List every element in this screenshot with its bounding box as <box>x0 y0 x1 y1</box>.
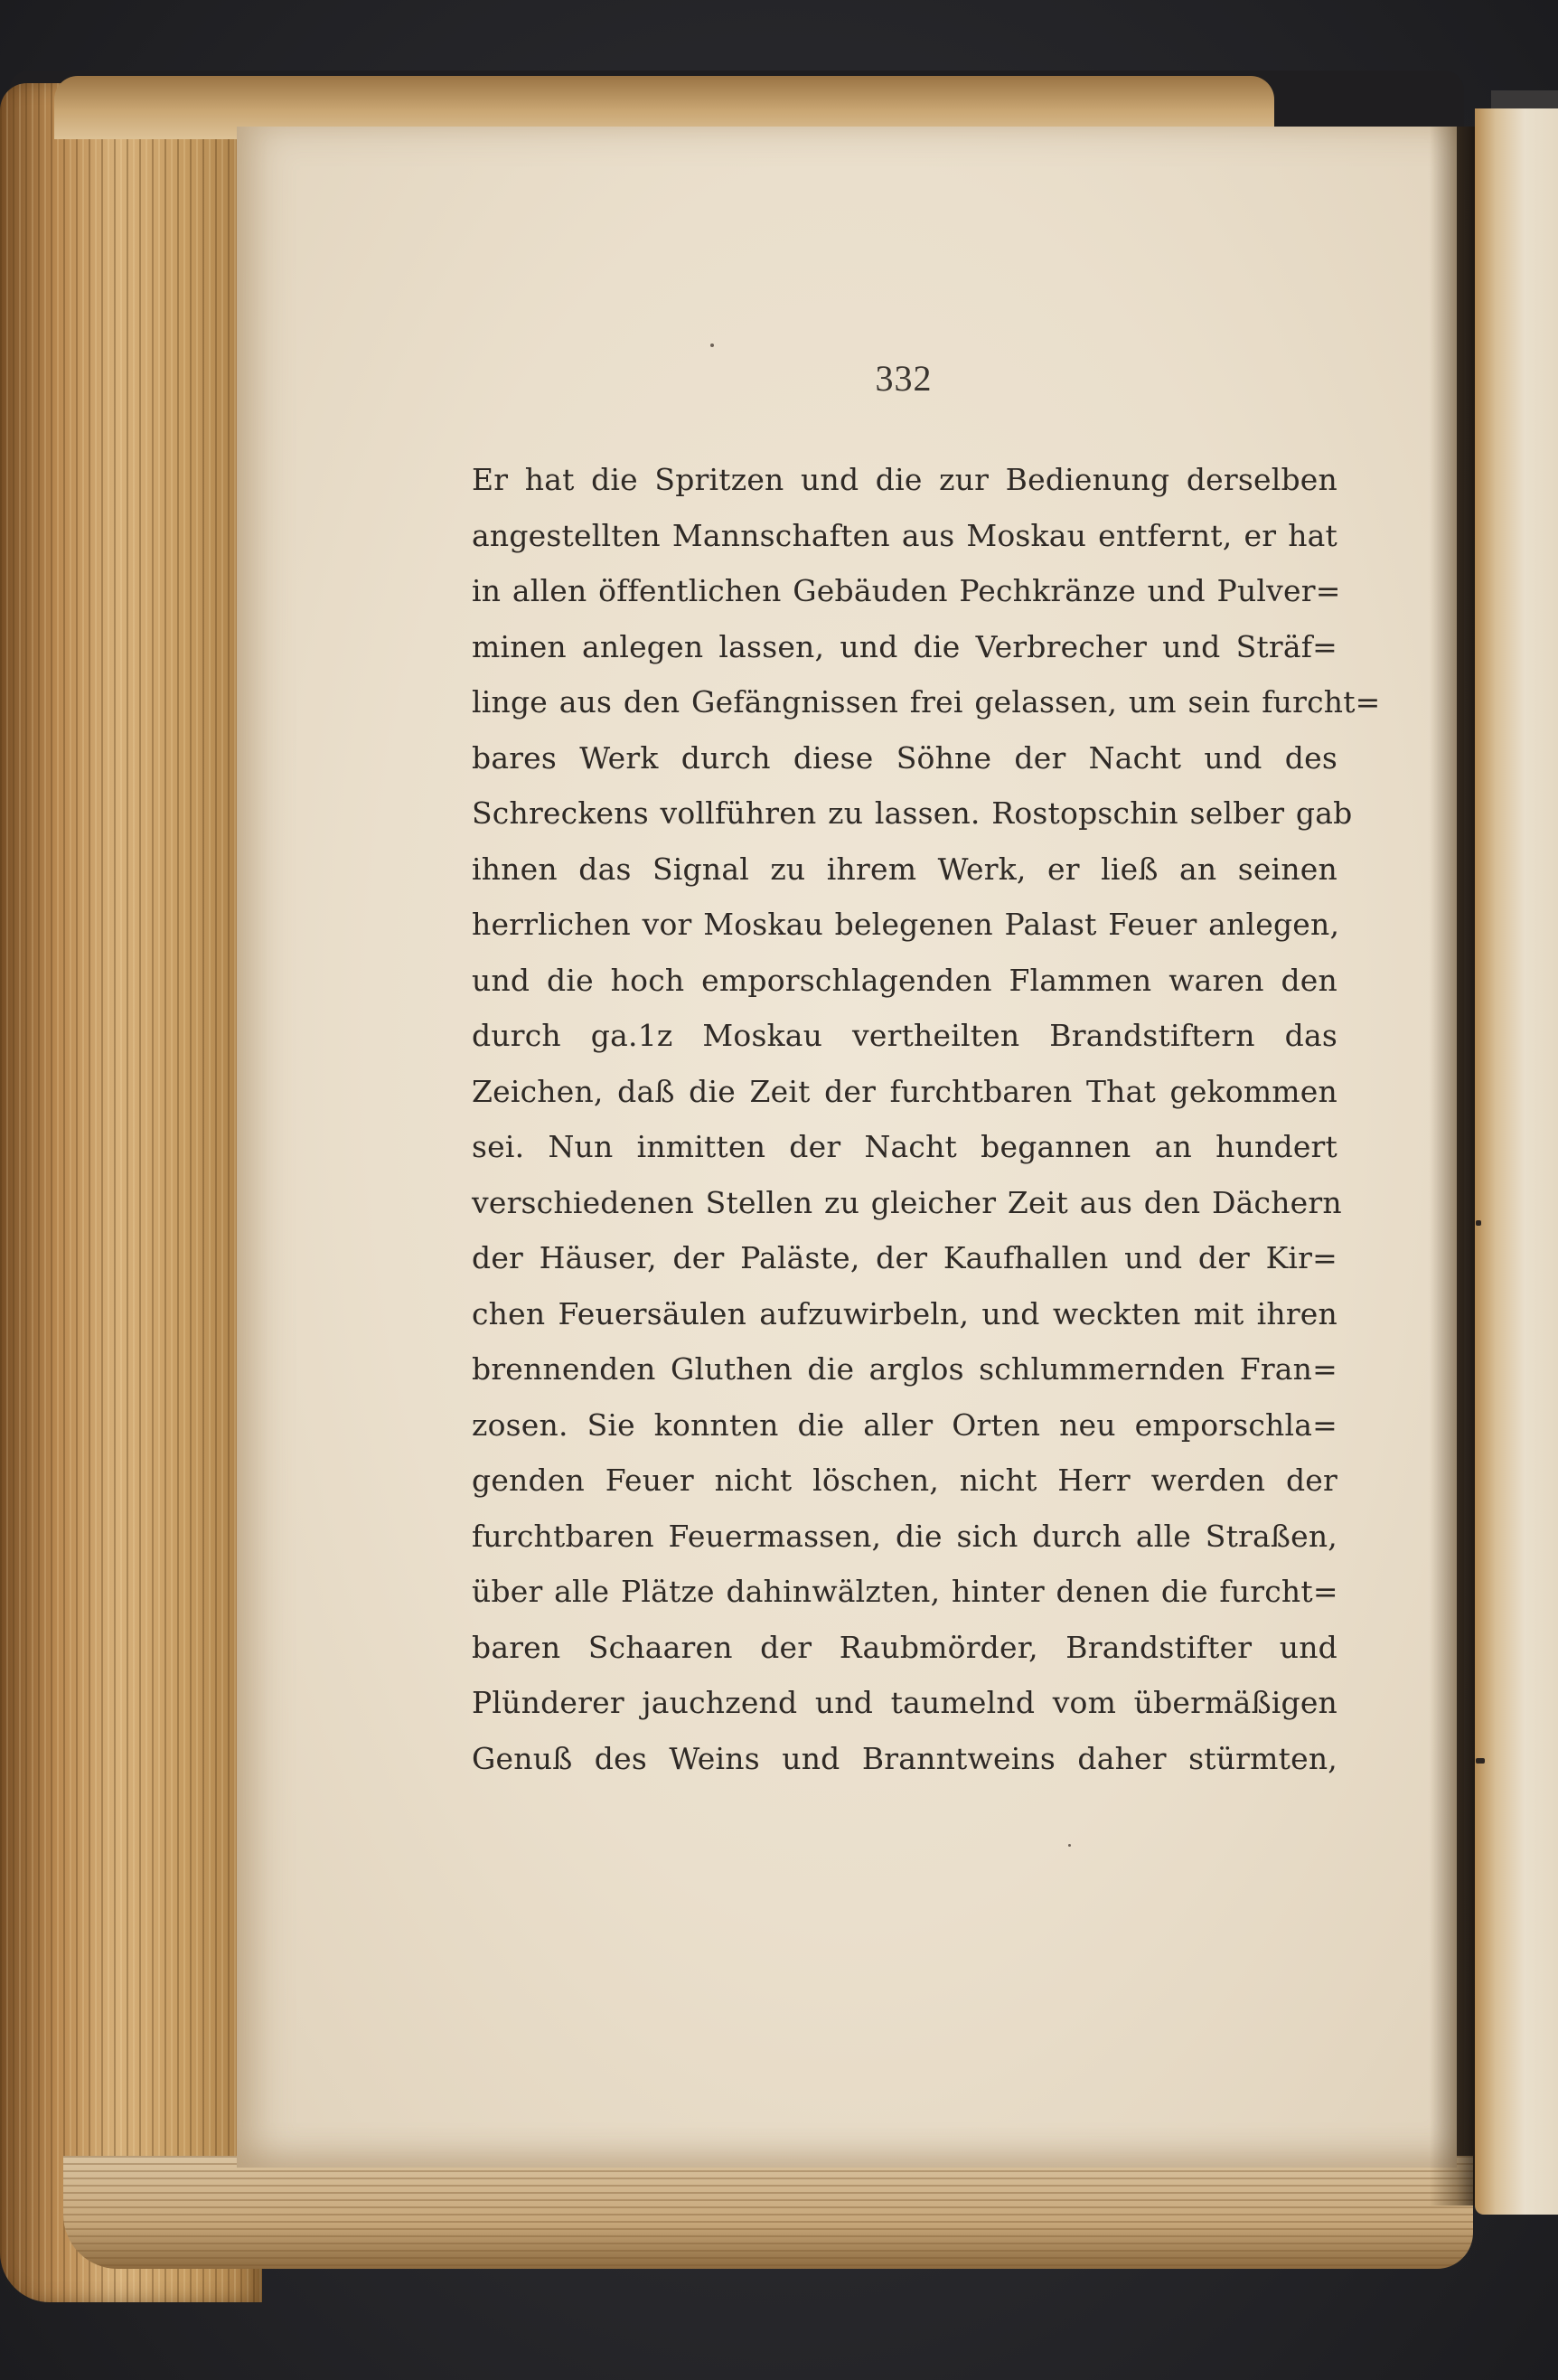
text-line: herrlichen vor Moskau belegenen Palast Feuer anlegen, <box>472 907 1340 942</box>
page-stack-bottom-edge <box>63 2156 1473 2269</box>
text-line: bares Werk durch diese Söhne der Nacht und des <box>472 739 1337 776</box>
text-line: chen Feuersäulen aufzuwirbeln, und weckten mit ihren <box>472 1295 1337 1331</box>
text-line: über alle Plätze dahinwälzten, hinter denen die furcht= <box>472 1574 1338 1609</box>
text-line: Schreckens vollführen zu lassen. Rostopschin selber gab <box>472 795 1353 831</box>
text-line: der Häuser, der Paläste, der Kaufhallen und der Kir= <box>472 1240 1337 1275</box>
margin-mark <box>1476 1220 1481 1226</box>
text-line: angestellten Mannschaften aus Moskau entfernt, er hat <box>472 517 1337 553</box>
margin-mark <box>1476 1758 1485 1764</box>
text-line: minen anlegen lassen, und die Verbrecher und Sträf= <box>472 628 1337 664</box>
text-line: verschiedenen Stellen zu gleicher Zeit aus den Dächern <box>472 1184 1342 1220</box>
text-line: und die hoch emporschlagenden Flammen waren den <box>472 962 1337 998</box>
text-line: sei. Nun inmitten der Nacht begannen an hundert <box>472 1129 1337 1164</box>
text-line: in allen öffentlichen Gebäuden Pechkränze und Pulver= <box>472 573 1341 608</box>
text-line: Er hat die Spritzen und die zur Bedienung derselben <box>472 462 1337 497</box>
next-page-edge <box>1475 108 1558 2215</box>
page-stack-fore-edge <box>0 83 262 2302</box>
paper-speck <box>1068 1844 1071 1847</box>
text-line: durch ga.1z Moskau vertheilten Brandstiftern das <box>472 1018 1337 1053</box>
page-number: 332 <box>875 358 933 399</box>
text-line: brennenden Gluthen die arglos schlummernden Fran= <box>472 1351 1337 1387</box>
text-line: ihnen das Signal zu ihrem Werk, er ließ an seinen <box>472 851 1337 887</box>
text-line: Plünderer jauchzend und taumelnd vom übermäßigen <box>472 1685 1337 1720</box>
page-gutter-shadow <box>1430 127 1475 2206</box>
text-line: Genuß des Weins und Branntweins daher stürmten, <box>472 1740 1337 1776</box>
text-line: baren Schaaren der Raubmörder, Brandstifter und <box>472 1629 1337 1665</box>
text-line: zosen. Sie konnten die aller Orten neu emporschla= <box>472 1406 1337 1443</box>
paper-speck <box>710 343 714 347</box>
text-line: furchtbaren Feuermassen, die sich durch alle Straßen, <box>472 1518 1337 1554</box>
text-line: Zeichen, daß die Zeit der furchtbaren That gekommen <box>472 1073 1337 1109</box>
text-line: genden Feuer nicht löschen, nicht Herr werden der <box>472 1463 1337 1498</box>
body-text <box>472 452 1381 1786</box>
text-line: linge aus den Gefängnissen frei gelassen, um sein furcht= <box>472 684 1381 720</box>
